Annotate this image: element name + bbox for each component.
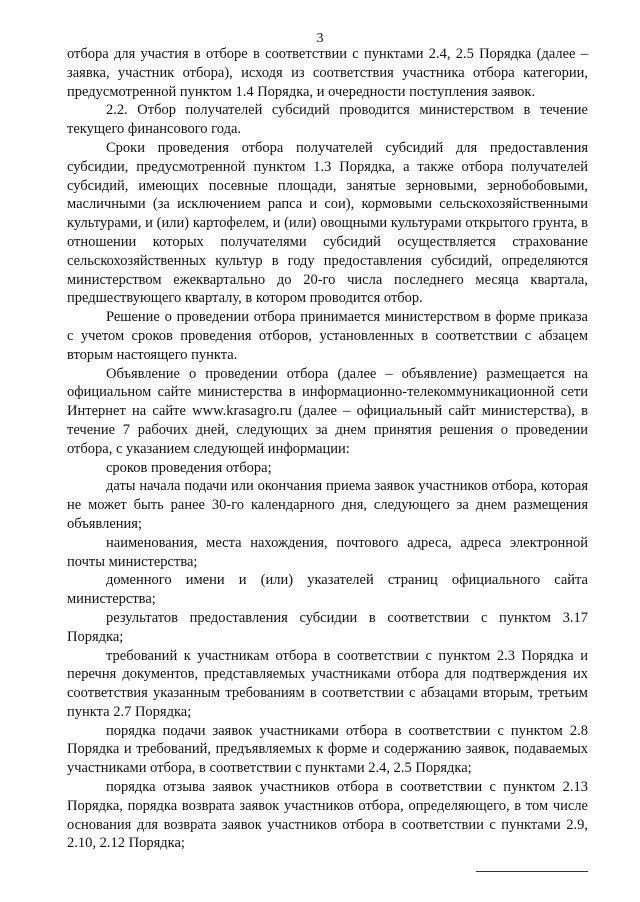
document-body: [67, 45, 588, 853]
list-item-application-procedure: порядка подачи заявок участниками отбора в соответствии с пунктом 2.8 Порядка и требований, предъявляемых к форме и содержанию заявок, подаваемых участниками отбора, в соответствии с пунктами 2.4, 2.5 Порядка;: [67, 722, 588, 777]
footer-divider: [476, 871, 588, 872]
paragraph-announcement: Объявление о проведении отбора (далее – объявление) размещается на официальном сайте министерства в информационно-телекоммуникационной сети Интернет на сайте www.krasagro.ru (далее – официальный сайт министерства), в течение 7 рабочих дней, следующих за днем принятия решения о проведении отбора, с указанием следующей информации:: [67, 365, 588, 457]
paragraph-selection-deadlines: Сроки проведения отбора получателей субсидий для предоставления субсидии, предусмотренной пунктом 1.3 Порядка, а также отбора получателей субсидий, имеющих посевные площади, занятые зерновыми, зернобобовыми, масличными (за исключением рапса и сои), кормовыми сельскохозяйственными культурами, и (или) картофелем, и (или) овощными культурами открытого грунта, в отношении которых получателями субсидий осуществляется страхование сельскохозяйственных культур в году предоставления субсидий, определяются министерством ежеквартально до 20-го числа последнего месяца квартала, предшествующего кварталу, в котором проводится отбор.: [67, 139, 588, 307]
list-item-participant-requirements: требований к участникам отбора в соответствии с пунктом 2.3 Порядка и перечня документов, представляемых участниками отбора для подтверждения их соответствия указанным требованиям в соответствии с абзацами вторым, третьим пункта 2.7 Порядка;: [67, 647, 588, 720]
list-item-application-dates: даты начала подачи или окончания приема заявок участников отбора, которая не может быть ранее 30-го календарного дня, следующего за днем размещения объявления;: [67, 478, 588, 532]
paragraph-continuation: отбора для участия в отборе в соответствии с пунктами 2.4, 2.5 Порядка (далее – заявка, участник отбора), исходя из соответствия участника отбора категории, предусмотренной пунктом 1.4 Порядка, и очередности поступления заявок.: [67, 46, 588, 100]
page-number: 3: [316, 31, 324, 46]
paragraph-2-2-selection-period: 2.2. Отбор получателей субсидий проводится министерством в течение текущего финансового года.: [67, 102, 588, 138]
list-item-ministry-contacts: наименования, места нахождения, почтового адреса, адреса электронной почты министерства;: [67, 534, 588, 570]
list-item-selection-dates: сроков проведения отбора;: [106, 459, 272, 476]
paragraph-selection-decision: Решение о проведении отбора принимается министерством в форме приказа с учетом сроков проведения отборов, установленных в соответствии с абзацем вторым настоящего пункта.: [67, 309, 588, 363]
list-item-subsidy-results: результатов предоставления субсидии в соответствии с пунктом 3.17 Порядка;: [67, 609, 588, 645]
list-item-domain-name: доменного имени и (или) указателей страниц официального сайта министерства;: [67, 572, 588, 608]
list-item-application-withdrawal: порядка отзыва заявок участников отбора в соответствии с пунктом 2.13 Порядка, порядка возврата заявок участников отбора, определяющего, в том числе основания для возврата заявок участников отбора в соответствии с пунктами 2.9, 2.10, 2.12 Порядка;: [67, 779, 588, 852]
